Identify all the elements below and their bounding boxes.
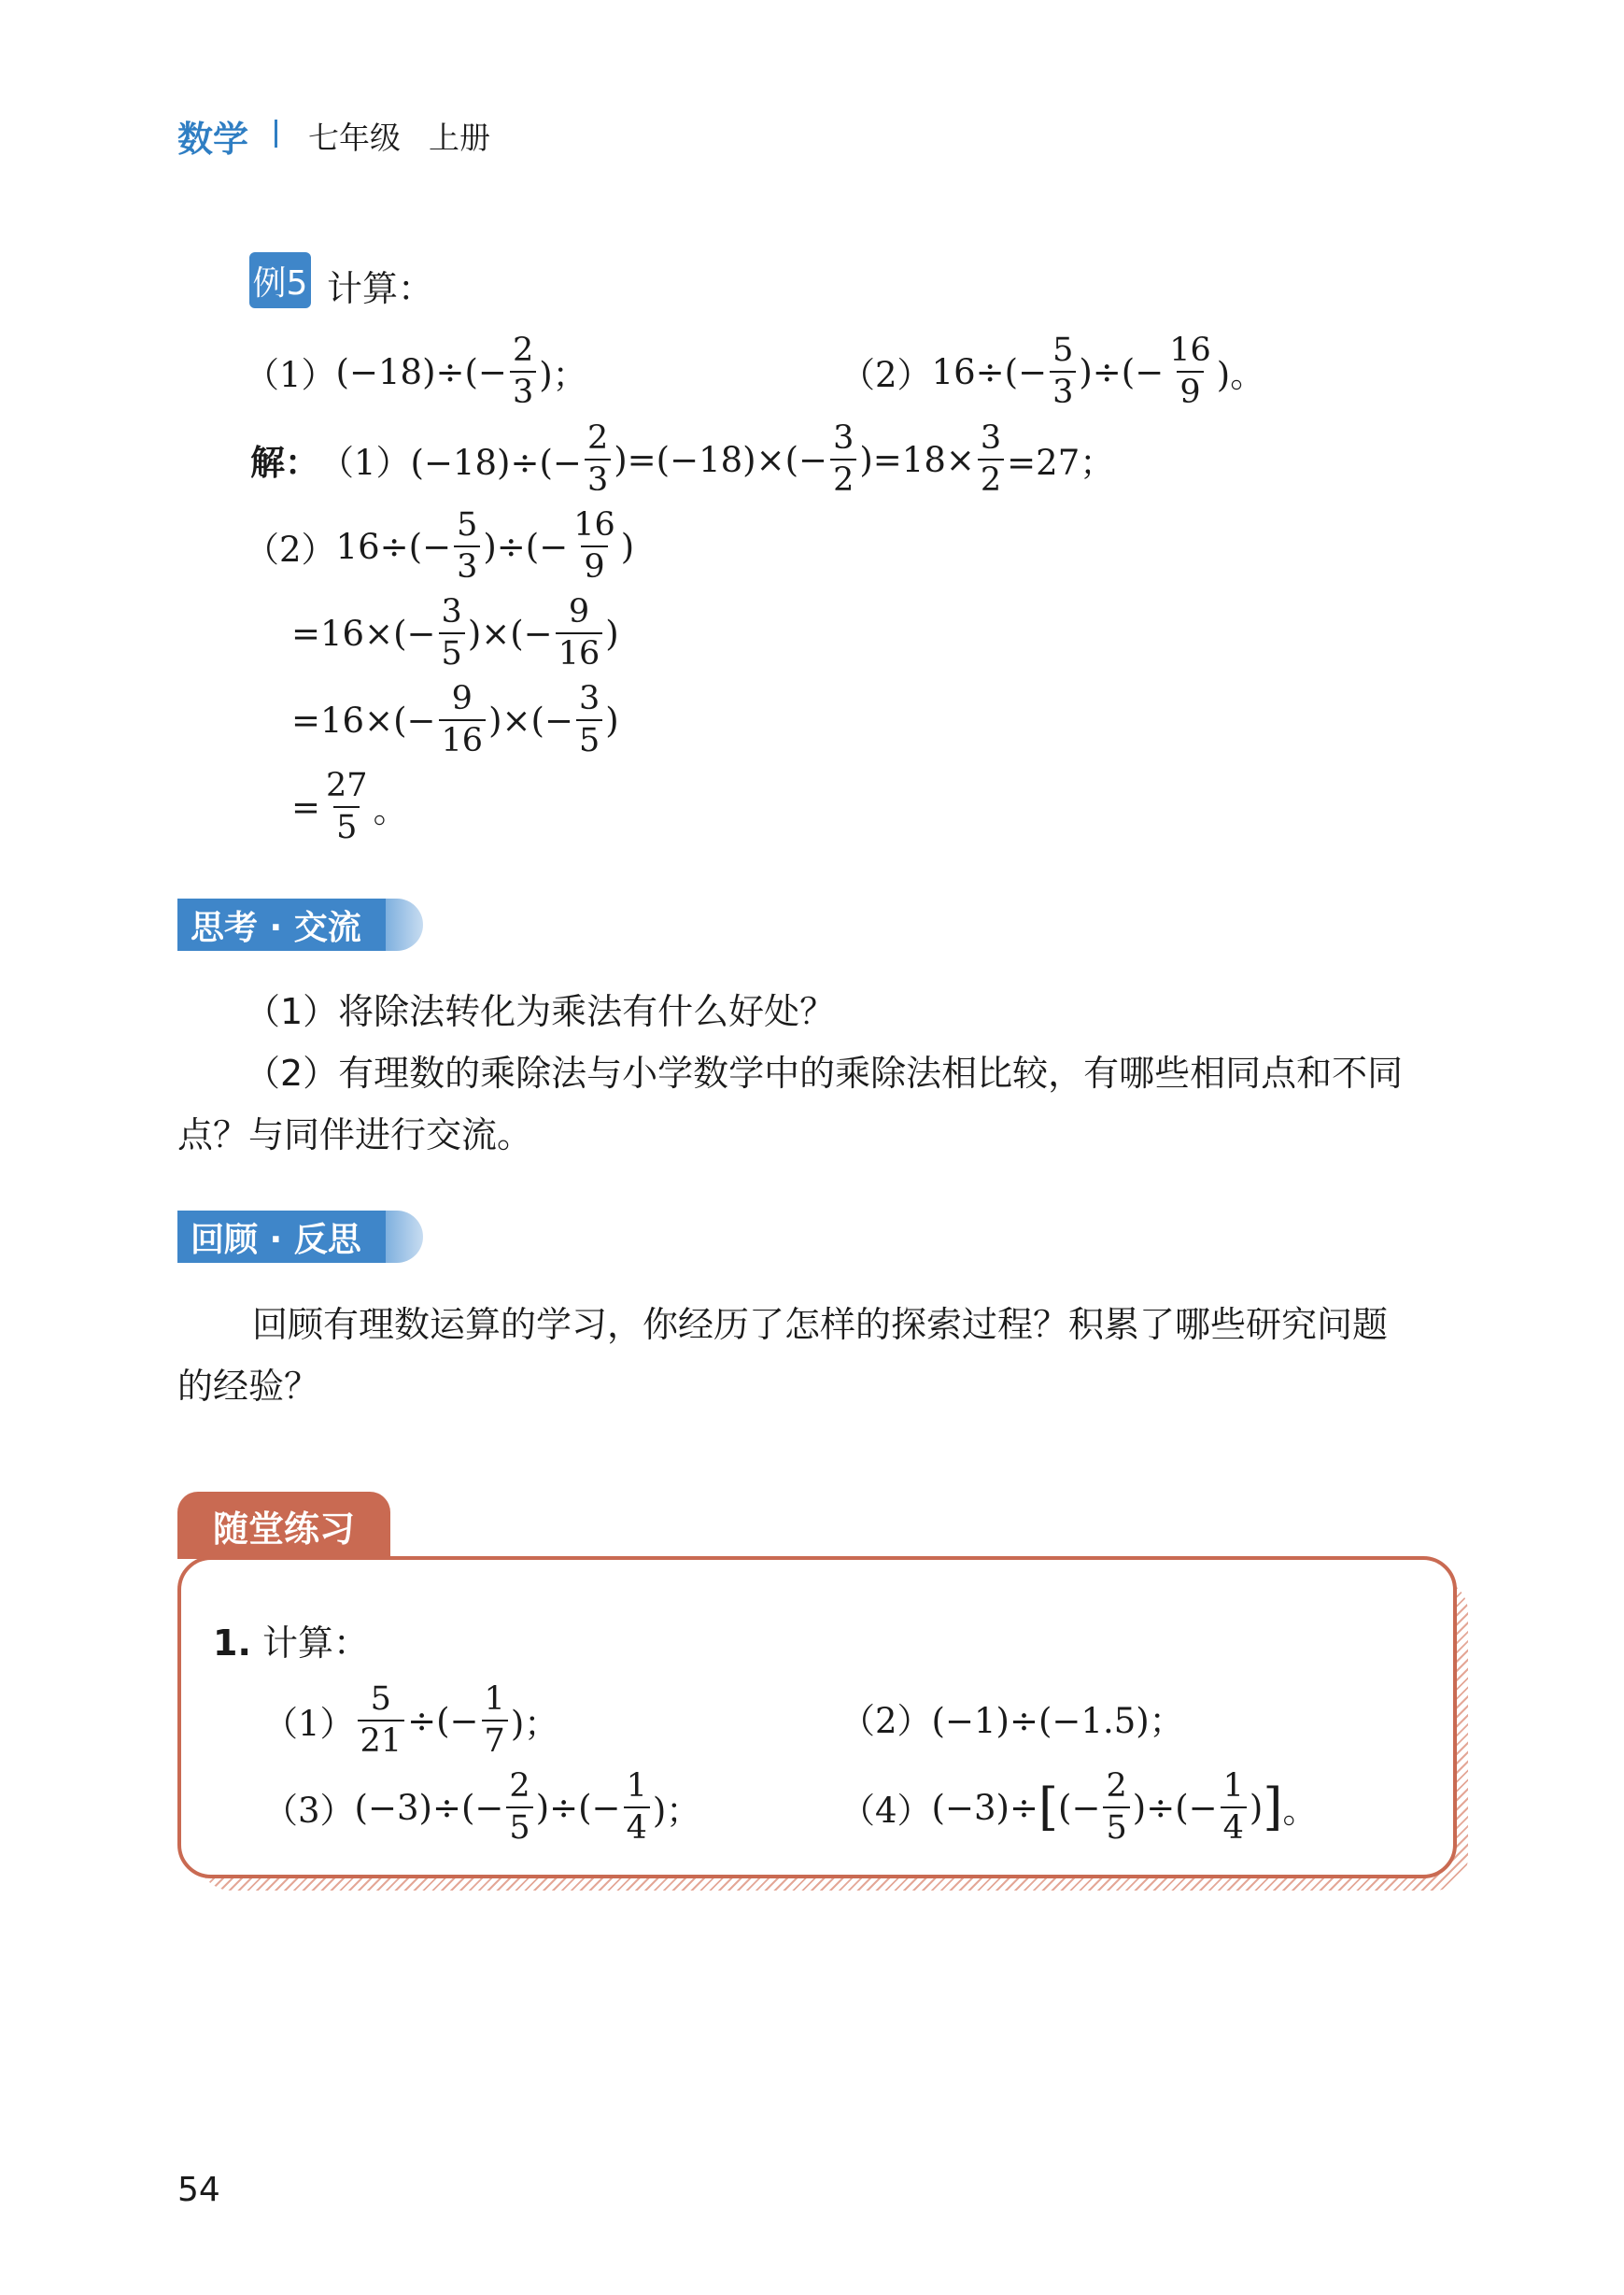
practice-problem-3: （3） (−3)÷(− $\frac{2}{5}$ )÷(− $\frac{1}{4}$ )； [263,1767,701,1847]
think-discuss-tag [177,899,423,951]
practice-problem-4-label: （4） [840,1791,932,1831]
think-question-2-line-2: 点？与同伴进行交流。 [177,1114,533,1155]
practice-item-1 [213,1614,369,1665]
practice-problem-4: （4） (−3)÷ [ (− $\frac{2}{5}$ )÷(− $\frac{1}{4}$ ) ] 。 [840,1767,1318,1847]
practice-problem-2: （2） (−1)÷(−1.5)； [840,1693,1184,1743]
tag-decoration [386,899,423,951]
practice-problem-1-label: （1） [263,1704,355,1744]
grade-label [308,114,518,158]
think-question-2-line-1: （2）有理数的乘除法与小学数学中的乘除法相比较，有哪些相同点和不同 [245,1053,1404,1094]
practice-item-title: 计算： [261,1622,369,1664]
review-reflect-tag [177,1211,423,1263]
think-discuss-label: 思考 · 交流 [177,899,389,951]
review-text-line-1: 回顾有理数运算的学习，你经历了怎样的探索过程？积累了哪些研究问题 [252,1304,1389,1345]
review-reflect-label: 回顾 · 反思 [177,1211,389,1263]
solution-2-line-4: = $\frac{27}{5}$ 。 [291,767,408,846]
practice-problem-3-label: （3） [263,1791,355,1831]
example-problem-2: （2） 16÷(− $\frac{5}{3}$ )÷(− $\frac{16}{9}$ )。 [840,332,1265,411]
subject-title: 数学 [177,119,249,160]
practice-tab: 随堂练习 [177,1492,390,1559]
volume-text: 上册 [429,120,490,156]
tag-decoration [386,1211,423,1263]
solution-label: 解： [250,443,319,483]
problem-2-label: （2） [840,355,932,395]
solution-1: 解： （1）(−18)÷(− $\frac{2}{3}$ )=(−18)×(− $\frac{3}{2}$ )=18× $\frac{3}{2}$ =27； [250,419,1115,499]
solution-2-line-3: =16×(− $\frac{9}{16}$ )×(− $\frac{3}{5}$ ) [291,680,619,759]
practice-problem-2-label: （2） [840,1701,932,1741]
practice-problem-1: （1） $\frac{5}{21}$ ÷(− $\frac{1}{7}$ )； [263,1680,559,1760]
problem-1-label: （1） [245,355,336,395]
think-question-1: （1）将除法转化为乘法有什么好处？ [245,991,836,1032]
solution-2-line-2: =16×(− $\frac{3}{5}$ )×(− $\frac{9}{16}$ ) [291,593,619,673]
fraction: $\frac{2}{3}$ [510,334,536,409]
solution-2-line-1: （2） 16÷(− $\frac{5}{3}$ )÷(− $\frac{16}{9}$ ) [245,506,635,586]
page-number: 54 [177,2171,220,2209]
solution-2-label: （2） [245,530,336,570]
example-problem-1: （1） (−18)÷(− $\frac{2}{3}$ )； [245,332,587,411]
practice-item-number: 1. [213,1622,251,1664]
review-text-line-2: 的经验？ [177,1366,320,1407]
example-badge: 例5 [249,252,311,308]
grade-text: 七年级 [308,120,401,156]
header-divider [275,120,277,148]
example-title: 计算： [327,268,434,309]
